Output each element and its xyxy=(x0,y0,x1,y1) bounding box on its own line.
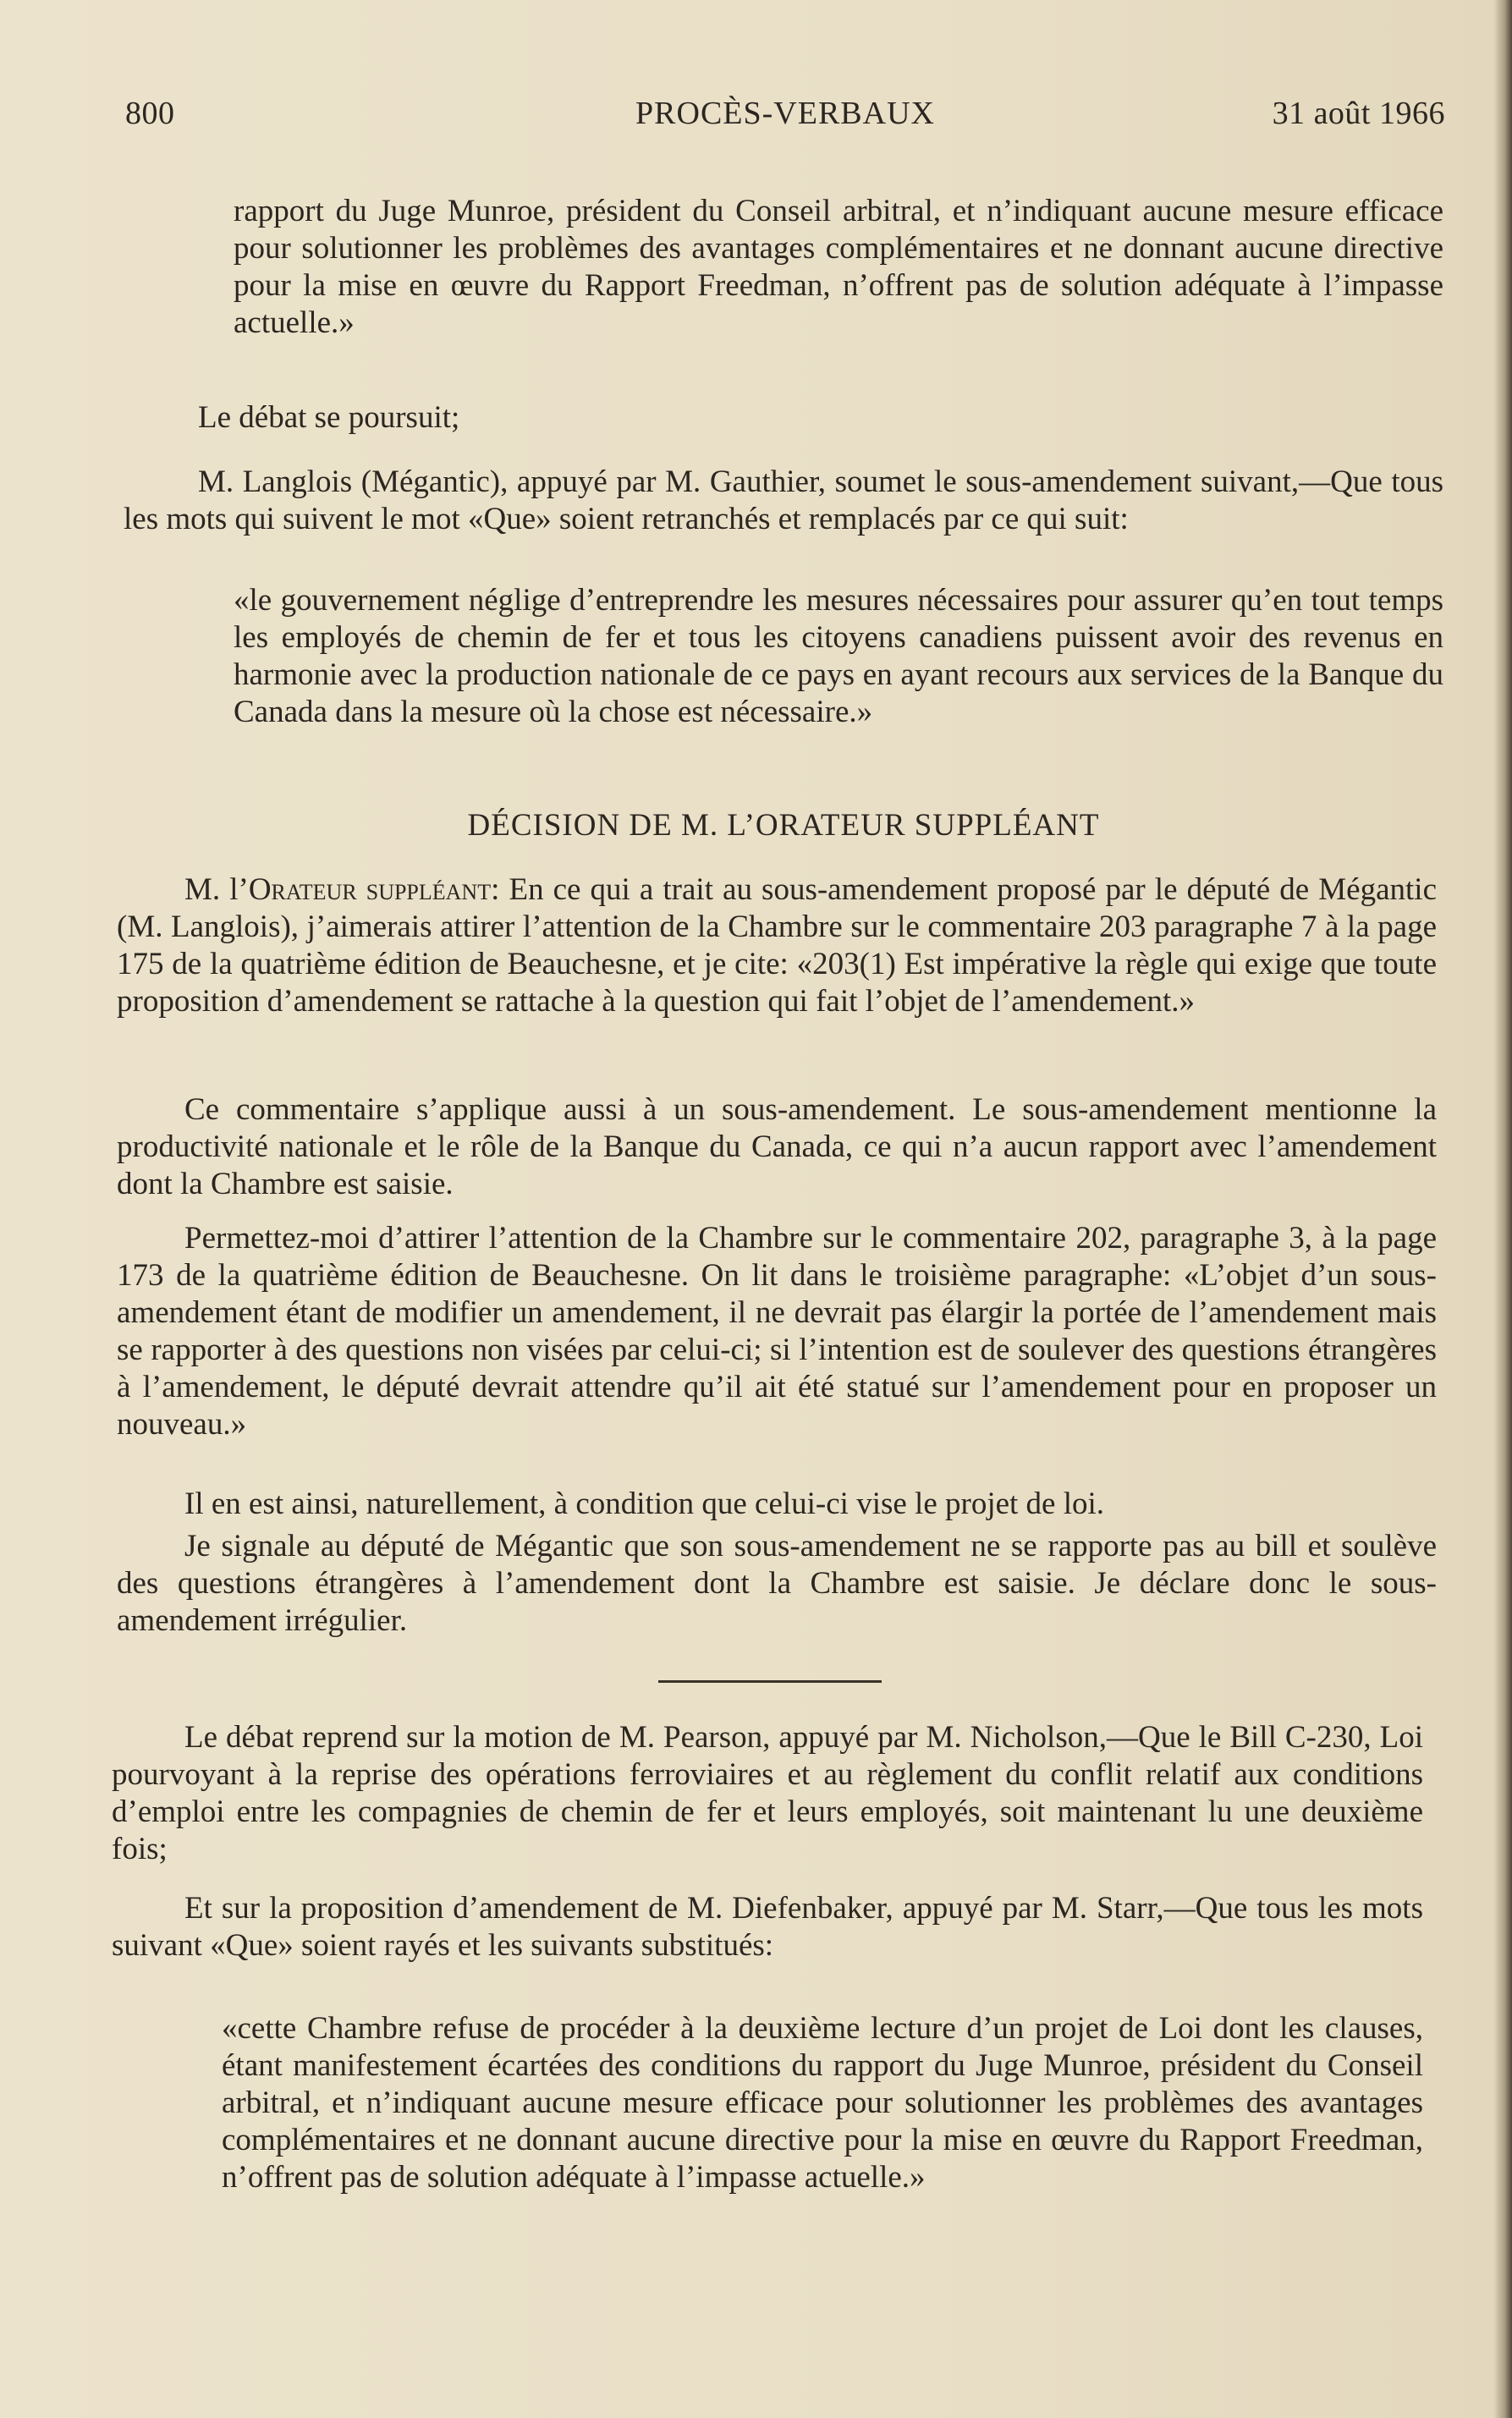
page-edge-shadow xyxy=(1493,0,1512,2418)
debate-continues: Le débat se poursuit; xyxy=(198,400,460,435)
ruling-paragraph-2: Ce commentaire s’applique aussi à un sous-amendement. Le sous-amendement mentionne la productivité nationale et le rôle de la Banque du Canada, ce qui n’a aucun rapport avec l’amendement dont la Chambre est saisie. xyxy=(117,1092,1437,1201)
speaker-prefix: M. l’ xyxy=(184,872,249,907)
running-header xyxy=(125,95,1445,137)
ruling-paragraph-4: Il en est ainsi, naturellement, à condition que celui-ci vise le projet de loi. xyxy=(184,1487,1105,1521)
ruling-p1-text: : En ce qui a trait au sous-amendement proposé par le député de Mégantic (M. Langlois), j’aimerais attirer l’attention de la Chambre sur le commentaire 203 paragraphe 7 à la page 175 de la quatrième édition de Beauchesne, et je cite: «203(1) Est impérative la règle qui exige que toute proposition d’amendement se rattache à la question qui fait l’objet de l’amendement.» xyxy=(117,872,1437,1019)
ruling-paragraph-3: Permettez-moi d’attirer l’attention de la Chambre sur le commentaire 202, paragraphe 3, à la page 173 de la quatrième édition de Beauchesne. On lit dans le troisième paragraphe: «L’objet d’un sous-amendement étant de modifier un amendement, il ne devrait pas élargir la portée de l’amendement mais se rapporter à des questions non visées par celui-ci; si l’intention est de soulever des questions étrangères à l’amendement, le député devrait attendre qu’il ait été statué sur l’amendement pour en proposer un nouveau.» xyxy=(117,1221,1437,1442)
speaker-title: Orateur suppléant xyxy=(248,872,492,907)
ruling-paragraph-5: Je signale au député de Mégantic que son sous-amendement ne se rapporte pas au bill et soulève des questions étrangères à l’amendement dont la Chambre est saisie. Je déclare donc le sous-amendement irrégulier. xyxy=(117,1529,1437,1638)
decision-heading: DÉCISION DE M. L’ORATEUR SUPPLÉANT xyxy=(467,808,1100,843)
header-title: PROCÈS-VERBAUX xyxy=(635,96,935,131)
amendment-intro: Et sur la proposition d’amendement de M. Diefenbaker, appuyé par M. Starr,—Que tous les mots suivant «Que» soient rayés et les suivants substitués: xyxy=(112,1891,1423,1963)
page-number: 800 xyxy=(125,96,175,131)
subamendment-quote: «le gouvernement néglige d’entreprendre les mesures nécessaires pour assurer qu’en tout temps les employés de chemin de fer et tous les citoyens canadiens puissent avoir des revenus en harmonie avec la production nationale de ce pays en ayant recours aux services de la Banque du Canada dans la mesure où la chose est nécessaire.» xyxy=(234,583,1443,729)
section-divider xyxy=(658,1680,882,1683)
subamendment-intro: M. Langlois (Mégantic), appuyé par M. Gauthier, soumet le sous-amendement suivant,—Que tous les mots qui suivent le mot «Que» soient retranchés et remplacés par ce qui suit: xyxy=(124,464,1443,536)
ruling-paragraph-1 xyxy=(117,871,1437,1020)
amendment-quote: «cette Chambre refuse de procéder à la deuxième lecture d’un projet de Loi dont les clauses, étant manifestement écartées des conditions du rapport du Juge Munroe, président du Conseil arbitral, et n’indiquant aucune mesure efficace pour solutionner les problèmes des avantages complémentaires et ne donnant aucune directive pour la mise en œuvre du Rapport Freedman, n’offrent pas de solution adéquate à l’impasse actuelle.» xyxy=(222,2011,1423,2195)
top-quote: rapport du Juge Munroe, président du Conseil arbitral, et n’indiquant aucune mesure efficace pour solutionner les problèmes des avantages complémentaires et ne donnant aucune directive pour la mise en œuvre du Rapport Freedman, n’offrent pas de solution adéquate à l’impasse actuelle.» xyxy=(234,194,1443,340)
header-date: 31 août 1966 xyxy=(1272,96,1445,131)
resumed-debate: Le débat reprend sur la motion de M. Pearson, appuyé par M. Nicholson,—Que le Bill C-230, Loi pourvoyant à la reprise des opérations ferroviaires et au règlement du conflit relatif aux conditions d’emploi entre les compagnies de chemin de fer et leurs employés, soit maintenant lu une deuxième fois; xyxy=(112,1720,1423,1866)
